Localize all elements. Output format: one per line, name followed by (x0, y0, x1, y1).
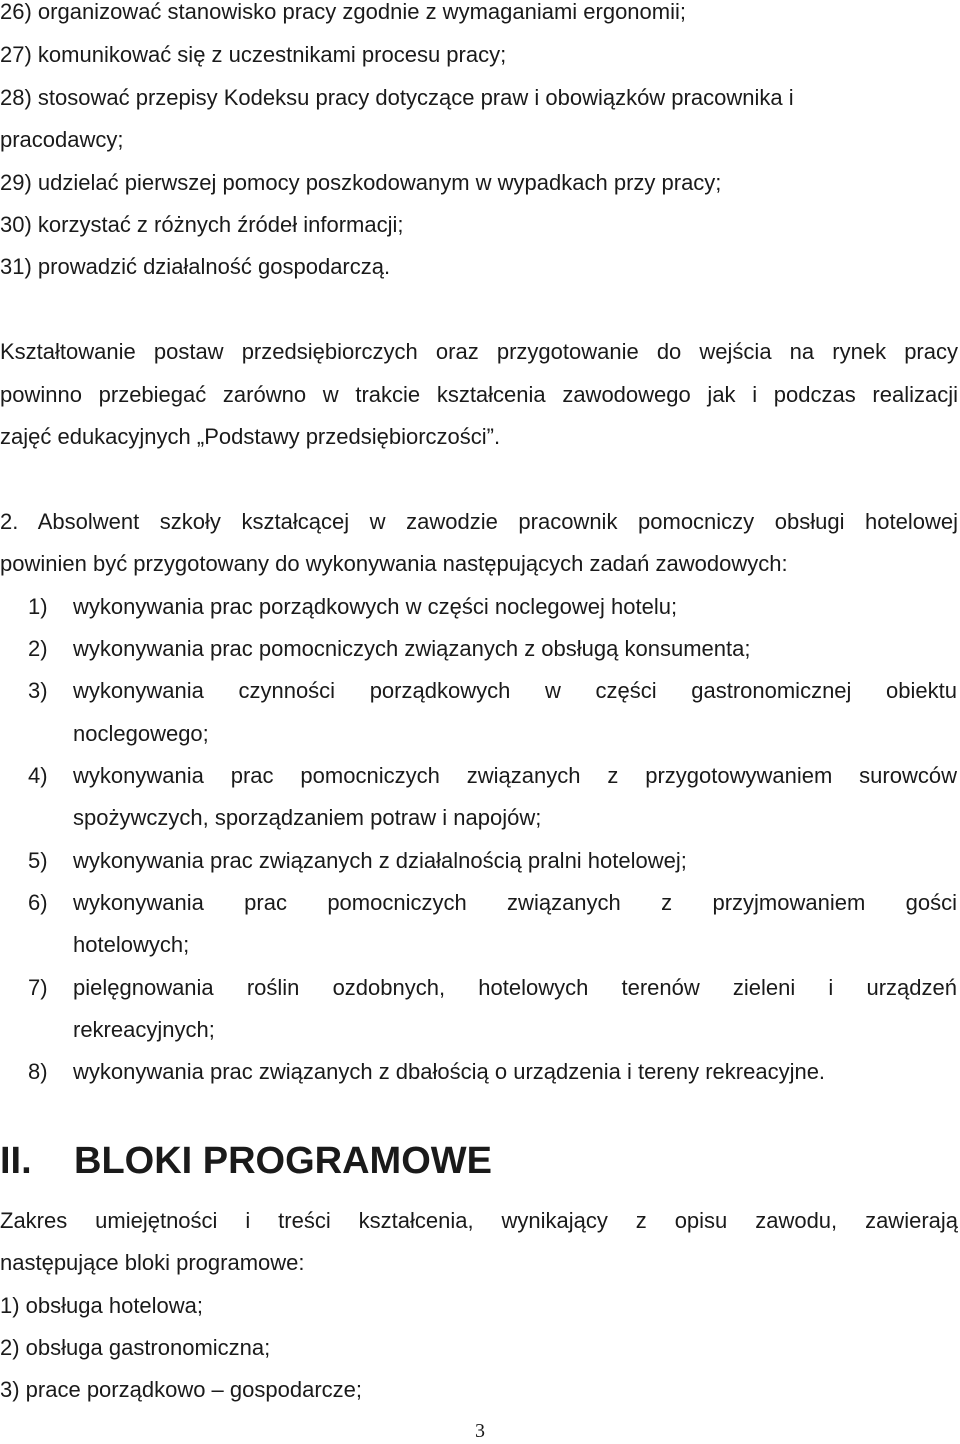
task-number: 4) (28, 763, 48, 788)
task-text: wykonywania prac związanych z dbałością o urządzenia i tereny rekreacyjne. (73, 1059, 826, 1084)
block-item: 1) obsługa hotelowa; (0, 1293, 204, 1318)
section-heading (0, 1142, 492, 1180)
list-item: 27) komunikować się z uczestnikami procesu pracy; (0, 42, 507, 67)
task-text: wykonywania prac pomocniczych związanych z obsługą konsumenta; (73, 636, 751, 661)
task-text: pielęgnowania roślin ozdobnych, hotelowych terenów zieleni i urządzeń (73, 975, 957, 1000)
task-number: 1) (28, 594, 48, 619)
paragraph-line: Kształtowanie postaw przedsiębiorczych oraz przygotowanie do wejścia na rynek pracy (0, 339, 958, 364)
task-text: wykonywania prac związanych z działalnością pralni hotelowej; (73, 848, 687, 873)
task-number: 6) (28, 890, 48, 915)
list-item: 26) organizować stanowisko pracy zgodnie z wymaganiami ergonomii; (0, 0, 686, 24)
list-item: 30) korzystać z różnych źródeł informacji; (0, 212, 404, 237)
paragraph-line: zajęć edukacyjnych „Podstawy przedsiębiorczości”. (0, 424, 501, 449)
block-item: 2) obsługa gastronomiczna; (0, 1335, 271, 1360)
task-number: 7) (28, 975, 48, 1000)
paragraph-line: Zakres umiejętności i treści kształcenia, wynikający z opisu zawodu, zawierają (0, 1208, 958, 1233)
section-title: BLOKI PROGRAMOWE (74, 1140, 492, 1182)
task-text-continuation: hotelowych; (73, 932, 190, 957)
list-item: 29) udzielać pierwszej pomocy poszkodowanym w wypadkach przy pracy; (0, 170, 722, 195)
task-number: 2) (28, 636, 48, 661)
section-number: II. (0, 1140, 32, 1182)
task-number: 3) (28, 678, 48, 703)
paragraph-line: następujące bloki programowe: (0, 1250, 305, 1275)
page-number: 3 (475, 1420, 485, 1442)
list-item: 28) stosować przepisy Kodeksu pracy dotyczące praw i obowiązków pracownika i (0, 85, 794, 110)
task-text-continuation: spożywczych, sporządzaniem potraw i napojów; (73, 805, 542, 830)
task-text-continuation: noclegowego; (73, 721, 209, 746)
list-item-continuation: pracodawcy; (0, 127, 124, 152)
paragraph-line: powinien być przygotowany do wykonywania następujących zadań zawodowych: (0, 551, 788, 576)
paragraph-line: powinno przebiegać zarówno w trakcie kształcenia zawodowego jak i podczas realizacji (0, 382, 958, 407)
task-text: wykonywania prac porządkowych w części noclegowej hotelu; (73, 594, 678, 619)
task-text: wykonywania prac pomocniczych związanych z przyjmowaniem gości (73, 890, 957, 915)
task-text: wykonywania prac pomocniczych związanych z przygotowywaniem surowców (73, 763, 957, 788)
task-text-continuation: rekreacyjnych; (73, 1017, 215, 1042)
task-number: 5) (28, 848, 48, 873)
task-text: wykonywania czynności porządkowych w części gastronomicznej obiektu (73, 678, 957, 703)
task-number: 8) (28, 1059, 48, 1084)
block-item: 3) prace porządkowo – gospodarcze; (0, 1377, 362, 1402)
list-item: 31) prowadzić działalność gospodarczą. (0, 254, 391, 279)
paragraph-line: 2. Absolwent szkoły kształcącej w zawodzie pracownik pomocniczy obsługi hotelowej (0, 509, 958, 534)
